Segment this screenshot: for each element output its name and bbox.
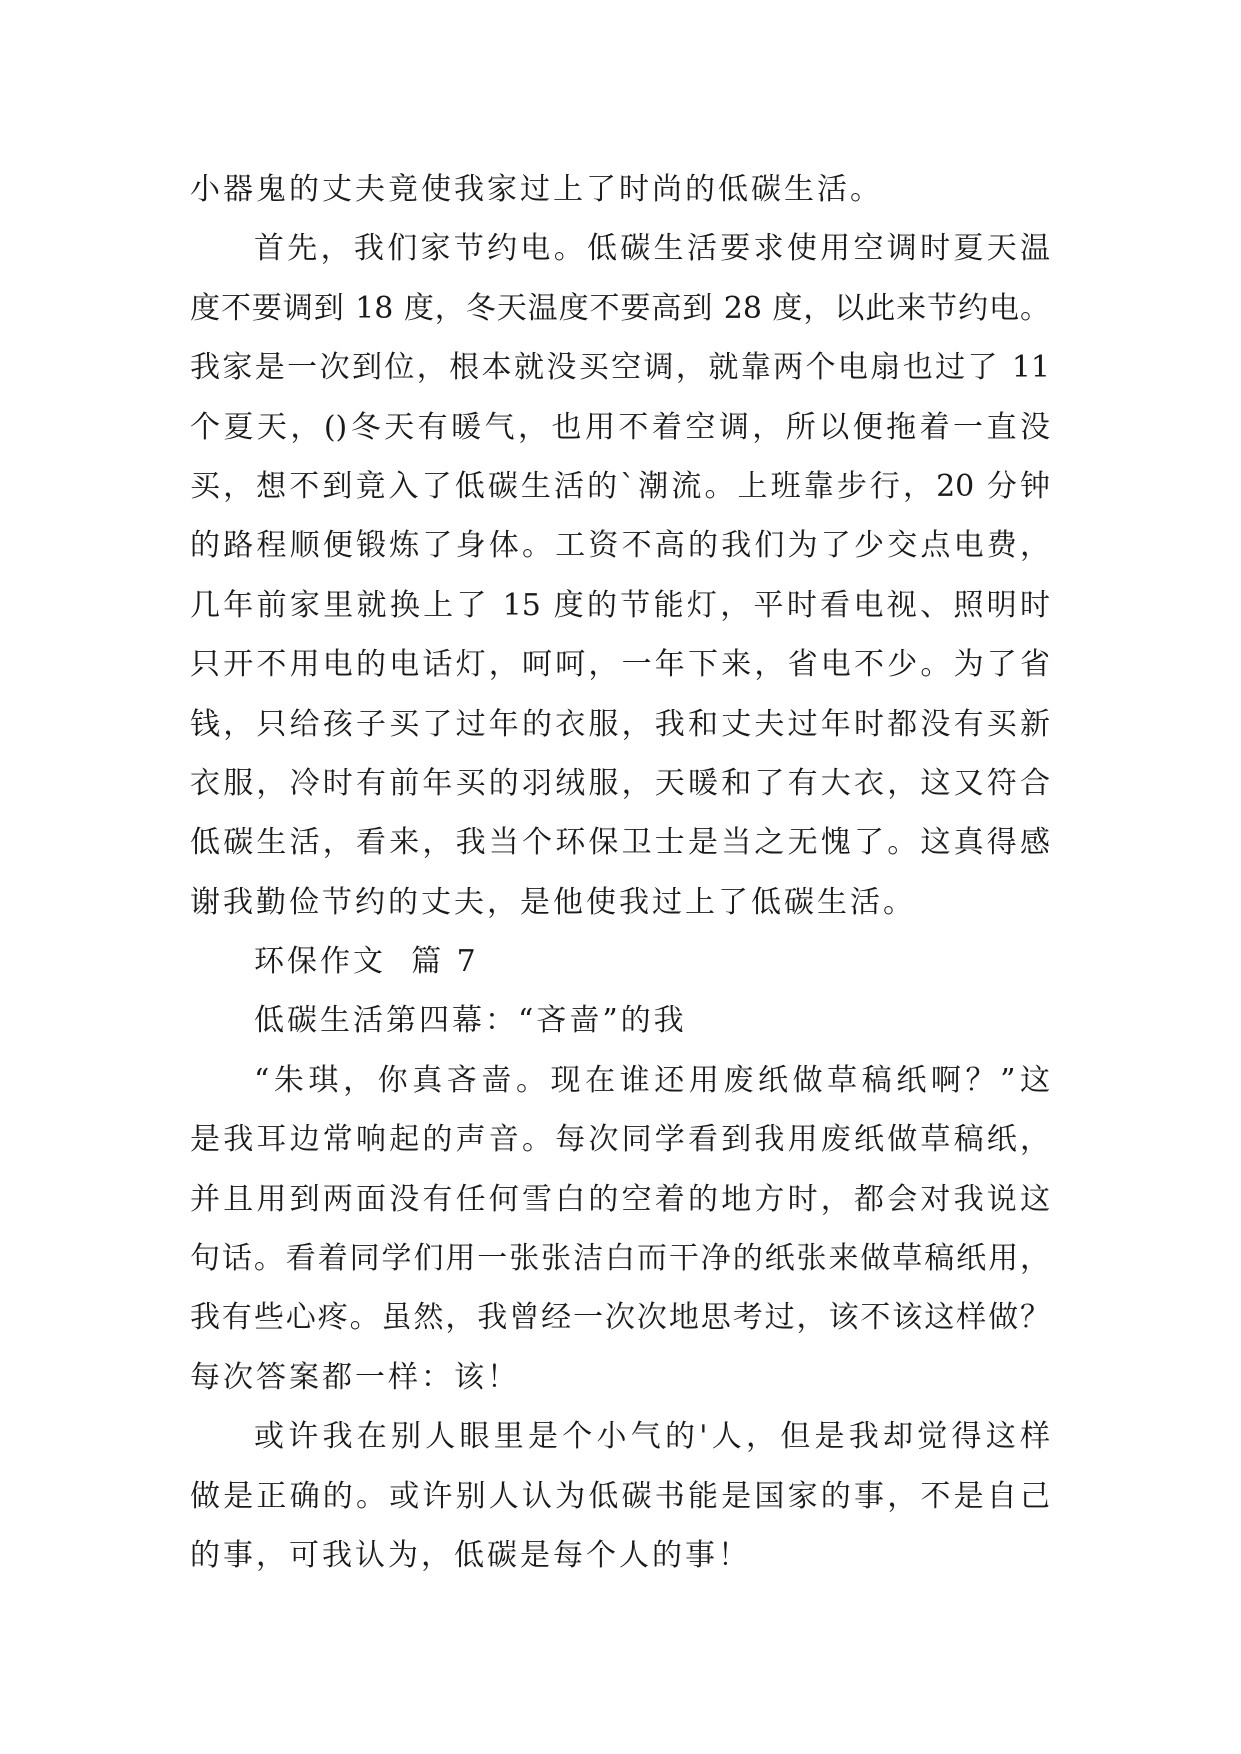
paragraph-line: 我家是一次到位，根本就没买空调，就靠两个电扇也过了 11 xyxy=(190,350,1050,386)
paragraph-line: 衣服，冷时有前年买的羽绒服，天暖和了有大衣，这又符合 xyxy=(190,765,1050,801)
paragraph-line: 或许我在别人眼里是个小气的'人，但是我却觉得这样 xyxy=(254,1419,1050,1455)
paragraph-line: 度不要调到 18 度，冬天温度不要高到 28 度，以此来节约电。 xyxy=(190,290,1050,326)
paragraph-line: 是我耳边常响起的声音。每次同学看到我用废纸做草稿纸， xyxy=(190,1122,1050,1158)
paragraph-line: “朱琪，你真吝啬。现在谁还用废纸做草稿纸啊？”这 xyxy=(254,1062,1050,1098)
article-title: 低碳生活第四幕：“吝啬”的我 xyxy=(254,1003,687,1039)
paragraph-line: 只开不用电的电话灯，呵呵，一年下来，省电不少。为了省 xyxy=(190,647,1050,683)
paragraph-line: 首先，我们家节约电。低碳生活要求使用空调时夏天温 xyxy=(254,231,1050,267)
paragraph-line: 我有些心疼。虽然，我曾经一次次地思考过，该不该这样做？ xyxy=(190,1300,1050,1336)
paragraph-line: 几年前家里就换上了 15 度的节能灯，平时看电视、照明时 xyxy=(190,587,1050,623)
paragraph-line: 小器鬼的丈夫竟使我家过上了时尚的低碳生活。 xyxy=(190,172,883,207)
paragraph-line: 的路程顺便锻炼了身体。工资不高的我们为了少交点电费， xyxy=(190,528,1050,564)
paragraph-line: 谢我勤俭节约的丈夫，是他使我过上了低碳生活。 xyxy=(190,884,916,920)
paragraph-line: 个夏天，()冬天有暖气，也用不着空调，所以便拖着一直没 xyxy=(190,409,1050,445)
paragraph-line: 的事，可我认为，低碳是每个人的事！ xyxy=(190,1537,751,1573)
paragraph-line: 低碳生活，看来，我当个环保卫士是当之无愧了。这真得感 xyxy=(190,825,1050,861)
document-body xyxy=(190,160,1050,1585)
paragraph-line: 每次答案都一样：该！ xyxy=(190,1359,520,1395)
section-heading: 环保作文 篇 7 xyxy=(254,944,479,980)
paragraph-line: 并且用到两面没有任何雪白的空着的地方时，都会对我说这 xyxy=(190,1181,1050,1217)
paragraph-line: 钱，只给孩子买了过年的衣服，我和丈夫过年时都没有买新 xyxy=(190,706,1050,742)
paragraph-line: 句话。看着同学们用一张张洁白而干净的纸张来做草稿纸用， xyxy=(190,1241,1050,1277)
paragraph-line: 做是正确的。或许别人认为低碳书能是国家的事，不是自己 xyxy=(190,1478,1050,1514)
paragraph-line: 买，想不到竟入了低碳生活的`潮流。上班靠步行，20 分钟 xyxy=(190,468,1050,504)
